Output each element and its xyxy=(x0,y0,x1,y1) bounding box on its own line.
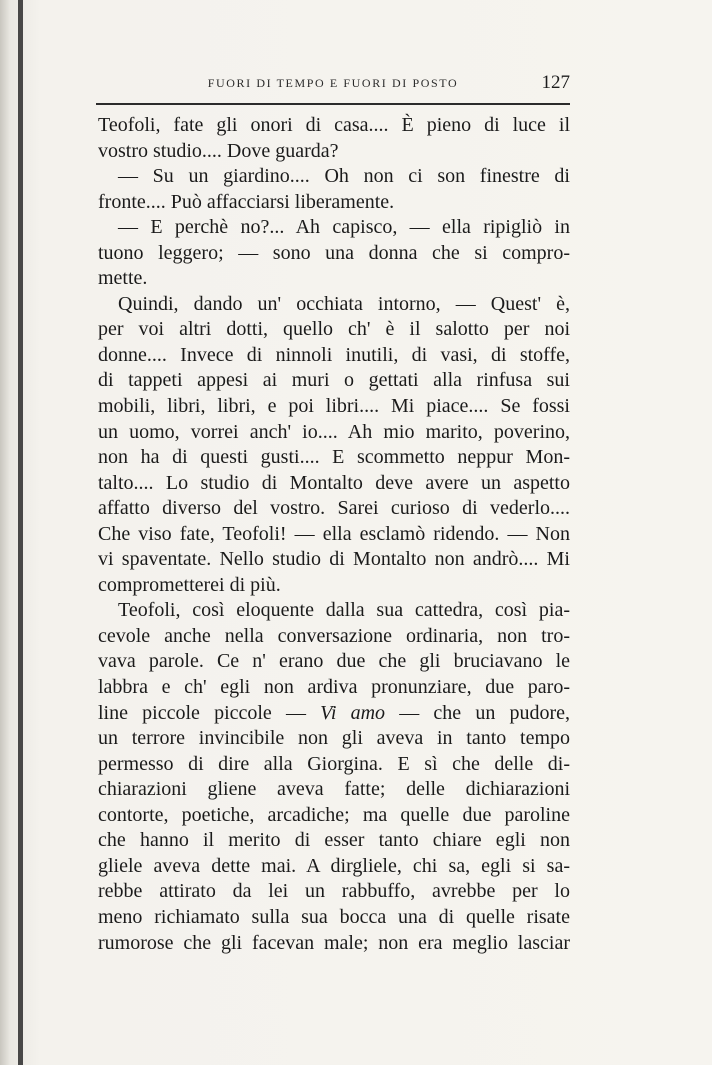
text-line-with-italic xyxy=(98,701,570,727)
text-line: — E perchè no?... Ah capisco, — ella ripigliò in xyxy=(118,216,570,239)
text-line: permesso di dire alla Giorgina. E sì che delle di- xyxy=(98,752,570,775)
text-line: Teofoli, così eloquente dalla sua cattedra, così pia- xyxy=(118,599,570,622)
text-line: talto.... Lo studio di Montalto deve avere un aspetto xyxy=(98,471,570,494)
text-line: un uomo, vorrei anch' io.... Ah mio marito, poverino, xyxy=(98,420,570,443)
running-title: FUORI DI TEMPO E FUORI DI POSTO xyxy=(207,76,459,90)
text-line: — Su un giardino.... Oh non ci son finestre di xyxy=(118,165,570,188)
page-binding-edge xyxy=(18,0,23,1065)
text-line: contorte, poetiche, arcadiche; ma quelle due paroline xyxy=(98,803,570,826)
text-line: meno richiamato sulla sua bocca una di quelle risate xyxy=(98,905,570,928)
text-line: che hanno il merito di esser tanto chiare egli non xyxy=(98,829,570,852)
text-line: non ha di questi gusti.... E scommetto neppur Mon- xyxy=(98,446,570,469)
italic-phrase: Vi amo xyxy=(320,701,386,724)
page-header xyxy=(96,72,570,96)
text-line: mobili, libri, libri, e poi libri.... Mi piace.... Se fossi xyxy=(98,395,570,418)
text-fragment: — che un pudore, xyxy=(399,701,571,724)
text-line: vi spaventate. Nello studio di Montalto non andrò.... Mi xyxy=(98,548,570,571)
text-line: vava parole. Ce n' erano due che gli bruciavano le xyxy=(98,650,570,673)
text-line: donne.... Invece di ninnoli inutili, di vasi, di stoffe, xyxy=(98,343,570,366)
text-line: rumorose che gli facevan male; non era meglio lasciar xyxy=(98,931,570,954)
text-line: per voi altri dotti, quello ch' è il salotto per noi xyxy=(98,318,570,341)
text-line: chiarazioni gliene aveva fatte; delle dichiarazioni xyxy=(98,778,570,801)
body-text xyxy=(98,113,570,956)
text-line: fronte.... Può affacciarsi liberamente. xyxy=(98,190,395,213)
text-line: Quindi, dando un' occhiata intorno, — Quest' è, xyxy=(118,292,570,315)
page-number: 127 xyxy=(541,72,570,93)
text-line: labbra e ch' egli non ardiva pronunziare, due paro- xyxy=(98,676,570,699)
text-line: Che viso fate, Teofoli! — ella esclamò ridendo. — Non xyxy=(98,522,570,545)
text-line: rebbe attirato da lei un rabbuffo, avrebbe per lo xyxy=(98,880,570,903)
text-line: tuono leggero; — sono una donna che si compro- xyxy=(98,241,570,264)
text-line: un terrore invincibile non gli aveva in tanto tempo xyxy=(98,727,570,750)
text-line: vostro studio.... Dove guarda? xyxy=(98,139,339,162)
text-line: gliele aveva dette mai. A dirgliele, chi sa, egli si sa- xyxy=(98,854,570,877)
text-fragment: line piccole piccole — xyxy=(98,701,306,724)
text-line: mette. xyxy=(98,267,148,290)
text-line: Teofoli, fate gli onori di casa.... È pieno di luce il xyxy=(98,114,570,136)
text-line: di tappeti appesi ai muri o gettati alla rinfusa sui xyxy=(98,369,570,392)
text-line: comprometterei di più. xyxy=(98,573,281,596)
text-line: cevole anche nella conversazione ordinaria, non tro- xyxy=(98,624,570,647)
text-line: affatto diverso del vostro. Sarei curioso di vederlo.... xyxy=(98,497,570,520)
header-rule xyxy=(96,103,570,105)
